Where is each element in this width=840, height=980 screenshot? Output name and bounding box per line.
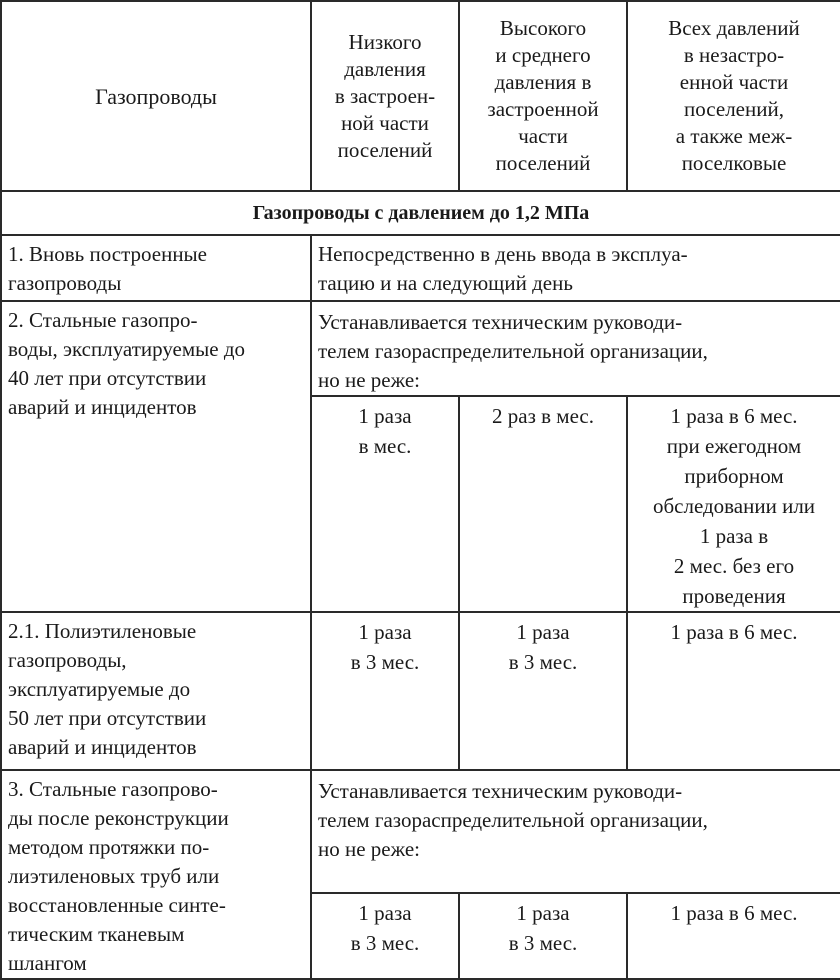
row-3-low-value: 1 раза в 3 мес. bbox=[350, 900, 420, 955]
row-2-low bbox=[311, 396, 459, 612]
row-2-1-name-text: 2.1. Полиэтиленовые газопроводы, эксплуатируемые до 50 лет при отсутствии аварий и инцидентов bbox=[8, 619, 207, 759]
row-2-frequency-note-text: Устанавливается техническим руководи- телем газораспределительной организации, но не реже: bbox=[318, 310, 708, 392]
row-2-all-value: 1 раза в 6 мес. при ежегодном приборном обследовании или 1 раза в 2 мес. без его проведения bbox=[652, 404, 816, 608]
row-2-frequency-note bbox=[311, 301, 840, 396]
header-high-medium-pressure-label: Высокого и среднего давления в застроенной части поселений bbox=[487, 16, 599, 175]
header-all-pressures bbox=[627, 1, 840, 191]
section-title: Газопроводы с давлением до 1,2 МПа bbox=[1, 191, 840, 235]
row-1-name bbox=[1, 235, 311, 301]
row-3-low bbox=[311, 893, 459, 979]
row-2-1-high-medium-value: 1 раза в 3 мес. bbox=[508, 620, 578, 674]
row-2-1-low-value: 1 раза в 3 мес. bbox=[350, 620, 420, 674]
section-row bbox=[1, 191, 840, 235]
header-low-pressure bbox=[311, 1, 459, 191]
header-high-medium-pressure bbox=[459, 1, 627, 191]
row-2-low-value: 1 раза в мес. bbox=[358, 404, 412, 458]
row-2-1-name bbox=[1, 612, 311, 770]
row-1-name-text: 1. Вновь построенные газопроводы bbox=[8, 242, 207, 295]
row-2-name bbox=[1, 301, 311, 612]
header-pipelines bbox=[1, 1, 311, 191]
header-all-pressures-label: Всех давлений в незастро- енной части поселений, а также меж- поселковые bbox=[668, 16, 800, 175]
row-2-1-all-value: 1 раза в 6 мес. bbox=[670, 620, 798, 644]
table-row-1 bbox=[1, 235, 840, 301]
row-3-name bbox=[1, 770, 311, 979]
header-pipelines-label: Газопроводы bbox=[95, 83, 217, 109]
row-3-frequency-note-text: Устанавливается техническим руководи- телем газораспределительной организации, но не реже: bbox=[318, 779, 708, 861]
row-3-all bbox=[627, 893, 840, 979]
row-2-all bbox=[627, 396, 840, 612]
row-3-name-text: 3. Стальные газопрово- ды после реконструкции методом протяжки по- лиэтиленовых труб или восстановленные синте- тическим тканевым шлангом bbox=[8, 777, 229, 975]
table-row-3-text bbox=[1, 770, 840, 893]
row-2-high-medium bbox=[459, 396, 627, 612]
header-row bbox=[1, 1, 840, 191]
row-3-frequency-note bbox=[311, 770, 840, 893]
row-2-1-high-medium bbox=[459, 612, 627, 770]
row-3-high-medium bbox=[459, 893, 627, 979]
header-low-pressure-label: Низкого давления в застроен- ной части поселений bbox=[334, 29, 436, 162]
table-row-2-1 bbox=[1, 612, 840, 770]
row-1-frequency-text: Непосредственно в день ввода в эксплуа- тацию и на следующий день bbox=[318, 242, 688, 295]
row-3-all-value: 1 раза в 6 мес. bbox=[670, 900, 798, 925]
row-2-name-text: 2. Стальные газопро- воды, эксплуатируемые до 40 лет при отсутствии аварий и инцидентов bbox=[8, 308, 246, 419]
row-1-frequency bbox=[311, 235, 840, 301]
row-2-1-low bbox=[311, 612, 459, 770]
row-3-high-medium-value: 1 раза в 3 мес. bbox=[508, 900, 578, 955]
row-2-high-medium-value: 2 раз в мес. bbox=[492, 404, 594, 428]
table-row-2-text bbox=[1, 301, 840, 396]
row-2-1-all bbox=[627, 612, 840, 770]
